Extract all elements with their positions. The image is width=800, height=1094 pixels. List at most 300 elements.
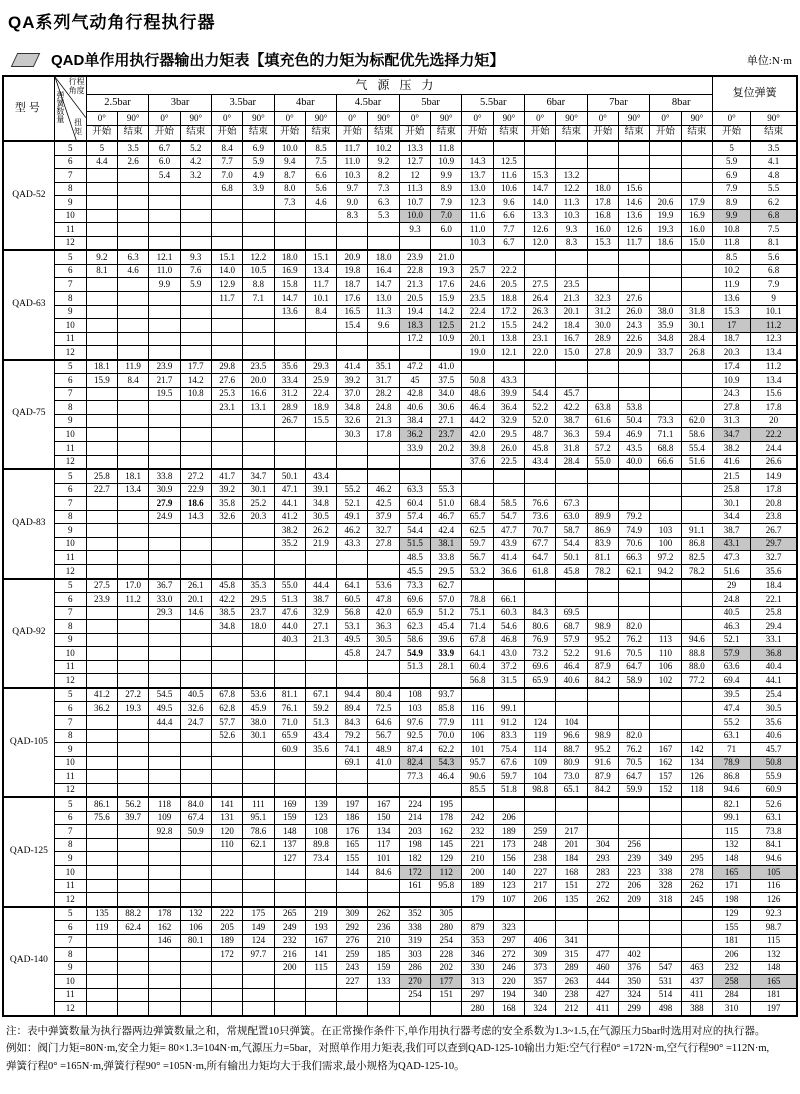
torque-cell <box>368 660 399 674</box>
spring-torque-cell: 13.4 <box>751 374 797 388</box>
table-row <box>3 1002 797 1016</box>
torque-cell: 305 <box>431 907 462 921</box>
torque-cell: 20.5 <box>399 292 430 306</box>
torque-cell: 45.7 <box>556 387 587 401</box>
torque-cell <box>681 497 713 511</box>
torque-cell <box>337 674 368 688</box>
torque-cell: 22.4 <box>305 387 336 401</box>
torque-cell: 47.2 <box>399 360 430 374</box>
torque-cell <box>681 907 713 921</box>
torque-cell <box>337 223 368 237</box>
torque-cell: 109 <box>149 811 180 825</box>
torque-cell: 12.9 <box>211 278 242 292</box>
phase-label: 开始 <box>399 126 430 142</box>
torque-cell <box>180 865 211 879</box>
torque-cell: 64.1 <box>337 579 368 593</box>
torque-cell: 286 <box>399 961 430 975</box>
torque-cell: 12.5 <box>493 155 524 169</box>
pressure-bar-label: 3bar <box>149 95 212 112</box>
torque-cell: 77.9 <box>431 715 462 729</box>
torque-cell: 5.6 <box>305 182 336 196</box>
torque-cell: 13.0 <box>462 182 493 196</box>
torque-cell: 280 <box>431 921 462 935</box>
torque-cell <box>117 182 148 196</box>
torque-cell <box>117 620 148 634</box>
torque-cell: 99.1 <box>493 702 524 716</box>
torque-cell: 56.8 <box>462 674 493 688</box>
torque-cell: 68.4 <box>462 497 493 511</box>
torque-cell: 76.6 <box>525 497 556 511</box>
torque-cell <box>618 469 649 483</box>
torque-cell <box>180 647 211 661</box>
torque-cell: 16.8 <box>587 209 618 223</box>
torque-cell: 42.0 <box>368 606 399 620</box>
torque-cell <box>117 825 148 839</box>
torque-cell: 162 <box>431 825 462 839</box>
torque-cell: 106 <box>180 921 211 935</box>
torque-cell: 124 <box>525 715 556 729</box>
torque-cell <box>587 169 618 183</box>
torque-cell <box>587 155 618 169</box>
torque-cell: 41.2 <box>274 510 305 524</box>
spring-torque-cell: 26.7 <box>751 524 797 538</box>
torque-cell <box>149 414 180 428</box>
torque-cell <box>681 825 713 839</box>
torque-cell: 232 <box>274 934 305 948</box>
torque-cell: 53.2 <box>462 564 493 578</box>
torque-cell <box>587 387 618 401</box>
torque-cell: 45.9 <box>243 702 274 716</box>
spring-count-cell: 6 <box>54 155 86 169</box>
torque-cell: 65.9 <box>274 729 305 743</box>
torque-cell: 63.0 <box>556 510 587 524</box>
torque-cell: 11.6 <box>493 169 524 183</box>
torque-cell <box>274 428 305 442</box>
torque-cell: 210 <box>368 934 399 948</box>
spring-torque-cell: 165 <box>751 975 797 989</box>
spring-torque-cell: 21.5 <box>713 469 751 483</box>
torque-cell <box>243 660 274 674</box>
spring-count-cell: 12 <box>54 674 86 688</box>
torque-cell: 13.6 <box>618 209 649 223</box>
torque-cell: 9.9 <box>431 169 462 183</box>
torque-cell: 21.0 <box>431 250 462 264</box>
torque-cell <box>618 593 649 607</box>
torque-cell: 10.9 <box>431 332 462 346</box>
torque-cell <box>493 141 524 155</box>
torque-cell: 6.7 <box>493 236 524 250</box>
torque-cell: 324 <box>525 1002 556 1016</box>
torque-cell <box>587 811 618 825</box>
torque-cell: 54.4 <box>399 524 430 538</box>
torque-cell: 27.6 <box>211 374 242 388</box>
spring-count-cell: 5 <box>54 688 86 702</box>
torque-cell <box>149 428 180 442</box>
torque-cell: 17.0 <box>117 579 148 593</box>
torque-cell: 330 <box>462 961 493 975</box>
torque-cell: 27.9 <box>149 497 180 511</box>
spring-torque-cell: 5 <box>713 141 751 155</box>
torque-cell <box>211 428 242 442</box>
torque-cell: 3.2 <box>180 169 211 183</box>
spring-torque-cell: 40.5 <box>713 606 751 620</box>
table-row <box>3 688 797 702</box>
torque-cell <box>211 1002 242 1016</box>
torque-cell <box>368 346 399 360</box>
torque-cell <box>243 305 274 319</box>
torque-cell: 7.0 <box>431 209 462 223</box>
torque-cell <box>337 442 368 456</box>
torque-cell: 11.7 <box>211 292 242 306</box>
phase-label: 开始 <box>525 126 556 142</box>
torque-cell: 477 <box>587 948 618 962</box>
torque-cell: 118 <box>681 783 713 797</box>
spring-torque-cell: 29 <box>713 579 751 593</box>
torque-cell: 59.9 <box>618 783 649 797</box>
torque-cell <box>117 332 148 346</box>
torque-cell: 67.8 <box>211 688 242 702</box>
angle-label: 90° <box>243 112 274 126</box>
spring-count-cell: 5 <box>54 469 86 483</box>
torque-cell <box>556 155 587 169</box>
torque-cell <box>587 921 618 935</box>
torque-cell: 14.2 <box>180 374 211 388</box>
torque-cell: 43.3 <box>337 537 368 551</box>
spring-torque-cell: 10.1 <box>751 305 797 319</box>
torque-cell: 40.6 <box>399 401 430 415</box>
torque-cell: 23.5 <box>556 278 587 292</box>
torque-cell <box>180 305 211 319</box>
torque-cell: 89.9 <box>587 510 618 524</box>
torque-cell <box>681 155 713 169</box>
torque-cell <box>86 510 117 524</box>
torque-cell <box>556 907 587 921</box>
torque-cell: 11.3 <box>368 305 399 319</box>
torque-cell <box>337 893 368 907</box>
torque-cell <box>305 647 336 661</box>
torque-cell: 19.4 <box>399 305 430 319</box>
torque-cell: 149 <box>243 921 274 935</box>
spring-torque-cell: 25.8 <box>713 483 751 497</box>
torque-cell: 31.8 <box>681 305 713 319</box>
torque-cell: 78.6 <box>243 825 274 839</box>
torque-cell: 27.8 <box>368 537 399 551</box>
torque-cell <box>117 278 148 292</box>
torque-cell: 110 <box>650 647 681 661</box>
torque-cell: 40.0 <box>618 455 649 469</box>
torque-cell: 50.9 <box>180 825 211 839</box>
torque-cell: 7.3 <box>274 196 305 210</box>
spring-count-cell: 5 <box>54 141 86 155</box>
torque-cell <box>117 319 148 333</box>
spring-torque-cell: 310 <box>713 1002 751 1016</box>
torque-cell <box>211 893 242 907</box>
torque-cell <box>681 292 713 306</box>
spring-torque-cell: 17.8 <box>751 401 797 415</box>
subtitle-row <box>10 49 792 70</box>
torque-cell: 54.4 <box>525 387 556 401</box>
spring-torque-cell: 43.1 <box>713 537 751 551</box>
torque-cell <box>274 332 305 346</box>
torque-cell: 96.6 <box>556 729 587 743</box>
torque-cell: 254 <box>399 988 430 1002</box>
torque-cell <box>650 948 681 962</box>
spring-torque-cell: 181 <box>713 934 751 948</box>
torque-cell: 12.6 <box>525 223 556 237</box>
torque-cell <box>86 278 117 292</box>
torque-cell: 145 <box>431 838 462 852</box>
torque-cell <box>180 852 211 866</box>
torque-cell: 3.9 <box>243 182 274 196</box>
torque-cell: 70.0 <box>431 729 462 743</box>
torque-cell: 39.9 <box>493 387 524 401</box>
torque-cell: 293 <box>587 852 618 866</box>
torque-cell <box>462 688 493 702</box>
torque-cell: 5.2 <box>180 141 211 155</box>
torque-cell <box>117 934 148 948</box>
torque-cell: 168 <box>493 1002 524 1016</box>
torque-cell <box>180 879 211 893</box>
angle-label: 0° <box>462 112 493 126</box>
torque-cell: 10.0 <box>399 209 430 223</box>
torque-cell <box>681 715 713 729</box>
torque-cell: 38.5 <box>211 606 242 620</box>
torque-cell: 94.6 <box>681 633 713 647</box>
torque-cell <box>305 660 336 674</box>
spring-torque-cell: 25.8 <box>751 606 797 620</box>
torque-cell: 23.1 <box>525 332 556 346</box>
spring-torque-cell: 35.6 <box>751 715 797 729</box>
torque-cell: 35.1 <box>368 360 399 374</box>
torque-cell: 119 <box>86 921 117 935</box>
torque-cell <box>86 442 117 456</box>
torque-cell: 18.4 <box>556 319 587 333</box>
torque-cell: 64.7 <box>618 660 649 674</box>
torque-cell <box>243 988 274 1002</box>
torque-cell <box>86 428 117 442</box>
torque-cell: 406 <box>525 934 556 948</box>
torque-cell <box>618 374 649 388</box>
table-row <box>3 182 797 196</box>
unit-label: 单位:N·m <box>746 54 792 67</box>
torque-cell: 4.4 <box>86 155 117 169</box>
torque-cell <box>149 209 180 223</box>
spring-torque-cell: 36.8 <box>751 647 797 661</box>
spring-torque-cell: 82.1 <box>713 797 751 811</box>
torque-cell <box>86 524 117 538</box>
torque-cell: 61.8 <box>525 564 556 578</box>
torque-cell <box>556 797 587 811</box>
table-row <box>3 921 797 935</box>
torque-cell: 23.1 <box>211 401 242 415</box>
torque-cell <box>149 564 180 578</box>
spring-count-cell: 10 <box>54 319 86 333</box>
torque-cell <box>149 948 180 962</box>
spring-torque-cell: 55.2 <box>713 715 751 729</box>
table-row <box>3 715 797 729</box>
torque-cell: 52.1 <box>337 497 368 511</box>
torque-cell: 212 <box>556 1002 587 1016</box>
torque-cell: 16.6 <box>243 387 274 401</box>
table-row <box>3 483 797 497</box>
torque-cell: 134 <box>368 825 399 839</box>
torque-cell: 39.8 <box>462 442 493 456</box>
model-label: QAD-52 <box>3 141 54 250</box>
torque-cell: 111 <box>462 715 493 729</box>
torque-cell <box>243 537 274 551</box>
torque-cell <box>305 879 336 893</box>
spring-count-cell: 10 <box>54 537 86 551</box>
table-row <box>3 606 797 620</box>
torque-cell: 177 <box>431 975 462 989</box>
torque-cell: 299 <box>618 1002 649 1016</box>
torque-cell <box>117 510 148 524</box>
torque-cell <box>681 182 713 196</box>
torque-cell <box>117 305 148 319</box>
torque-cell <box>243 961 274 975</box>
torque-cell <box>274 551 305 565</box>
spring-torque-cell: 31.3 <box>713 414 751 428</box>
torque-cell <box>587 264 618 278</box>
torque-cell <box>650 387 681 401</box>
spring-count-cell: 9 <box>54 305 86 319</box>
torque-cell: 219 <box>305 907 336 921</box>
torque-cell <box>86 332 117 346</box>
torque-cell: 243 <box>337 961 368 975</box>
torque-cell <box>337 455 368 469</box>
torque-cell: 95.1 <box>243 811 274 825</box>
torque-cell: 38.7 <box>556 414 587 428</box>
torque-cell <box>305 783 336 797</box>
torque-cell: 16.4 <box>368 264 399 278</box>
torque-cell <box>274 223 305 237</box>
torque-cell: 60.5 <box>337 593 368 607</box>
torque-cell: 205 <box>211 921 242 935</box>
torque-cell: 41.4 <box>337 360 368 374</box>
spring-count-cell: 11 <box>54 332 86 346</box>
torque-cell: 411 <box>681 988 713 1002</box>
torque-cell: 172 <box>399 865 430 879</box>
torque-cell: 14.2 <box>431 305 462 319</box>
torque-cell: 63.8 <box>587 401 618 415</box>
torque-cell: 7.5 <box>305 155 336 169</box>
spring-torque-cell: 98.7 <box>751 921 797 935</box>
torque-cell: 151 <box>431 988 462 1002</box>
table-row <box>3 236 797 250</box>
spring-torque-cell: 18.4 <box>751 579 797 593</box>
torque-cell: 56.8 <box>337 606 368 620</box>
torque-cell: 53.8 <box>618 401 649 415</box>
spring-torque-cell: 20.8 <box>751 497 797 511</box>
spring-torque-cell: 14.9 <box>751 469 797 483</box>
torque-cell: 119 <box>525 729 556 743</box>
torque-cell: 49.5 <box>337 633 368 647</box>
torque-cell: 460 <box>587 961 618 975</box>
torque-cell: 4.2 <box>180 155 211 169</box>
torque-cell <box>149 223 180 237</box>
spring-torque-cell: 33.1 <box>751 633 797 647</box>
torque-cell <box>650 360 681 374</box>
torque-cell: 22.2 <box>493 264 524 278</box>
spring-count-cell: 8 <box>54 510 86 524</box>
torque-cell <box>211 209 242 223</box>
torque-cell <box>431 346 462 360</box>
spring-count-cell: 11 <box>54 770 86 784</box>
torque-cell: 8.4 <box>117 374 148 388</box>
torque-cell: 30.1 <box>243 729 274 743</box>
torque-cell <box>305 332 336 346</box>
torque-cell: 262 <box>681 879 713 893</box>
spring-count-cell: 12 <box>54 783 86 797</box>
torque-cell: 44.1 <box>274 497 305 511</box>
torque-cell: 313 <box>462 975 493 989</box>
torque-cell: 83.3 <box>493 729 524 743</box>
phase-label: 开始 <box>86 126 117 142</box>
torque-cell: 38.2 <box>274 524 305 538</box>
angle-label: 90° <box>751 112 797 126</box>
angle-label: 0° <box>399 112 430 126</box>
torque-cell: 76.2 <box>618 633 649 647</box>
torque-cell: 182 <box>399 852 430 866</box>
torque-cell <box>180 551 211 565</box>
torque-cell: 47.7 <box>493 524 524 538</box>
torque-cell <box>243 865 274 879</box>
torque-cell: 43.3 <box>493 374 524 388</box>
spring-torque-cell: 232 <box>713 961 751 975</box>
torque-cell: 175 <box>243 907 274 921</box>
torque-cell: 51.8 <box>493 783 524 797</box>
torque-cell: 26.8 <box>681 346 713 360</box>
torque-cell <box>368 770 399 784</box>
torque-cell: 27.6 <box>618 292 649 306</box>
torque-cell: 297 <box>462 988 493 1002</box>
torque-cell <box>211 783 242 797</box>
spring-torque-cell: 197 <box>751 1002 797 1016</box>
torque-cell: 69.6 <box>399 593 430 607</box>
torque-cell: 36.2 <box>399 428 430 442</box>
torque-cell <box>525 797 556 811</box>
angle-label: 90° <box>117 112 148 126</box>
torque-cell <box>86 975 117 989</box>
table-row <box>3 305 797 319</box>
torque-cell: 34.8 <box>211 620 242 634</box>
torque-cell <box>243 196 274 210</box>
spring-torque-cell: 6.8 <box>751 209 797 223</box>
torque-cell: 26.4 <box>525 292 556 306</box>
torque-cell: 9.3 <box>399 223 430 237</box>
torque-cell <box>180 756 211 770</box>
torque-cell <box>368 1002 399 1016</box>
torque-cell: 30.5 <box>368 633 399 647</box>
torque-cell <box>587 593 618 607</box>
torque-cell <box>149 633 180 647</box>
torque-cell: 19.3 <box>650 223 681 237</box>
spring-count-cell: 7 <box>54 606 86 620</box>
table-row <box>3 907 797 921</box>
torque-cell <box>305 770 336 784</box>
torque-cell <box>681 702 713 716</box>
torque-cell <box>618 715 649 729</box>
torque-cell: 463 <box>681 961 713 975</box>
torque-cell <box>117 770 148 784</box>
torque-cell: 26.2 <box>305 524 336 538</box>
torque-cell: 51.0 <box>431 497 462 511</box>
table-row <box>3 551 797 565</box>
torque-cell <box>149 852 180 866</box>
spring-torque-cell: 40.4 <box>751 660 797 674</box>
torque-cell: 71.4 <box>462 620 493 634</box>
spring-torque-cell: 115 <box>751 934 797 948</box>
